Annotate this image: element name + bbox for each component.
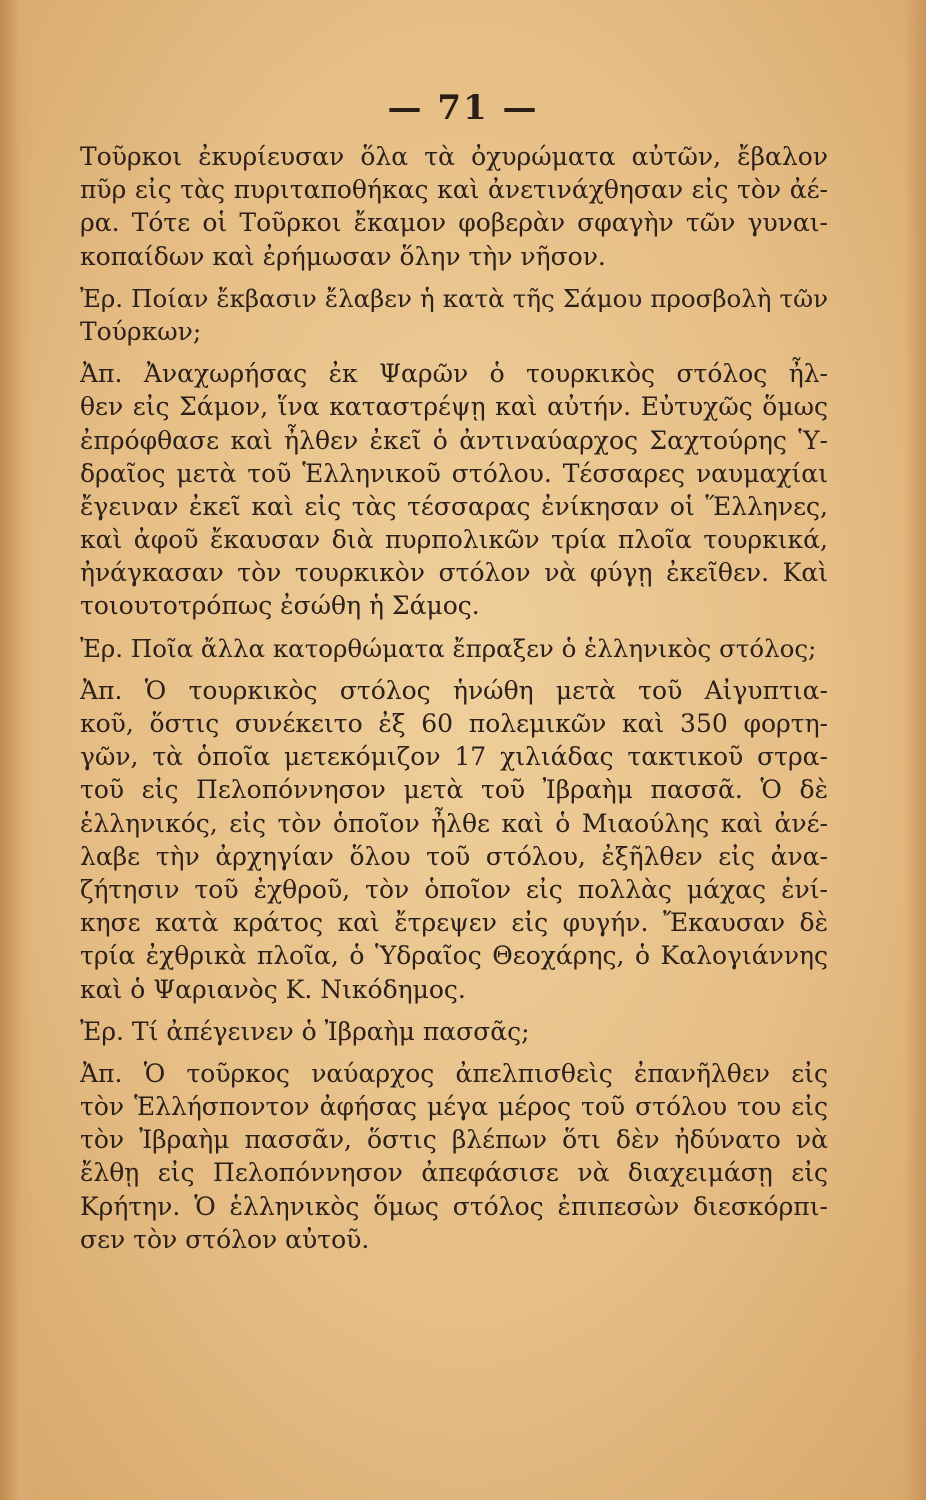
paragraph	[80, 674, 828, 1006]
paragraph	[80, 632, 828, 665]
text-line: καὶ ὁ Ψαριανὸς Κ. Νικόδημος.	[80, 974, 466, 1004]
paragraph-gap	[80, 665, 828, 674]
text-line: κοπαίδων καὶ ἐρήμωσαν ὅλην τὴν νῆσον.	[80, 241, 606, 271]
text-line: Κρήτην. Ὁ ἑλληνικὸς ὅμως στόλος ἐπιπεσὼν διεσκόρπι-	[80, 1191, 828, 1221]
text-line: γῶν, τὰ ὁποῖα μετεκόμιζον 17 χιλιάδας τακτικοῦ στρα-	[80, 742, 828, 772]
text-line: ζήτησιν τοῦ ἐχθροῦ, τὸν ὁποῖον εἰς πολλὰς μάχας ἐνί-	[80, 874, 828, 904]
text-line: τοῦ εἰς Πελοπόννησον μετὰ τοῦ Ἰβραὴμ πασσᾶ. Ὁ δὲ	[80, 775, 828, 805]
text-line: τὸν Ἰβραὴμ πασσᾶν, ὅστις βλέπων ὅτι δὲν ἠδύνατο νὰ	[80, 1125, 828, 1155]
text-line: δραῖος μετὰ τοῦ Ἑλληνικοῦ στόλου. Τέσσαρες ναυμαχίαι	[80, 458, 828, 488]
paragraph	[80, 282, 828, 348]
text-line: τὸν Ἑλλήσποντον ἀφήσας μέγα μέρος τοῦ στόλου του εἰς	[80, 1092, 828, 1122]
paragraph	[80, 140, 828, 273]
paragraph	[80, 1015, 828, 1048]
text-line: Ἐρ. Ποῖα ἄλλα κατορθώματα ἔπραξεν ὁ ἑλληνικὸς στόλος;	[80, 633, 817, 663]
text-line: Τοῦρκοι ἐκυρίευσαν ὅλα τὰ ὀχυρώματα αὐτῶν, ἔβαλον	[80, 142, 828, 171]
paragraph-gap	[80, 273, 828, 282]
text-line: Ἐρ. Ποίαν ἔκβασιν ἔλαβεν ἡ κατὰ τῆς Σάμου προσβολὴ τῶν	[80, 283, 828, 313]
paragraph-gap	[80, 1006, 828, 1015]
text-line: ἔλθῃ εἰς Πελοπόννησον ἀπεφάσισε νὰ διαχειμάσῃ εἰς	[80, 1158, 828, 1188]
paragraph-gap	[80, 348, 828, 357]
text-line: θεν εἰς Σάμον, ἵνα καταστρέψῃ καὶ αὐτήν. Εὐτυχῶς ὅμως	[80, 392, 828, 422]
text-line: ἑλληνικός, εἰς τὸν ὁποῖον ἦλθε καὶ ὁ Μιαούλης καὶ ἀνέ-	[80, 808, 828, 838]
text-line: Τούρκων;	[80, 316, 202, 346]
text-line: Ἐρ. Τί ἀπέγεινεν ὁ Ἰβραὴμ πασσᾶς;	[80, 1016, 530, 1046]
text-line: ἔγειναν ἐκεῖ καὶ εἰς τὰς τέσσαρας ἐνίκησαν οἱ Ἕλληνες,	[80, 491, 828, 521]
text-line: σεν τὸν στόλον αὐτοῦ.	[80, 1224, 370, 1254]
text-line: πῦρ εἰς τὰς πυριταποθήκας καὶ ἀνετινάχθησαν εἰς τὸν ἀέ-	[80, 175, 828, 205]
text-line: τοιουτοτρόπως ἐσώθη ἡ Σάμος.	[80, 591, 480, 621]
text-line: Ἀπ. Ἀναχωρήσας ἐκ Ψαρῶν ὁ τουρκικὸς στόλος ἦλ-	[80, 359, 828, 389]
page-edge-shadow-right	[904, 0, 926, 1500]
text-line: τρία ἐχθρικὰ πλοῖα, ὁ Ὑδραῖος Θεοχάρης, ὁ Καλογιάννης	[80, 941, 828, 971]
text-line: κοῦ, ὅστις συνέκειτο ἐξ 60 πολεμικῶν καὶ 350 φορτη-	[80, 709, 828, 738]
paragraph-gap	[80, 623, 828, 632]
text-line: ἠνάγκασαν τὸν τουρκικὸν στόλον νὰ φύγῃ ἐκεῖθεν. Καὶ	[80, 558, 828, 588]
paragraph-gap	[80, 1048, 828, 1057]
text-line: ρα. Τότε οἱ Τοῦρκοι ἔκαμον φοβερὰν σφαγὴν τῶν γυναι-	[80, 208, 828, 238]
body-text	[80, 140, 828, 1256]
text-line: Ἀπ. Ὁ τουρκικὸς στόλος ἡνώθη μετὰ τοῦ Αἰγυπτια-	[80, 675, 828, 705]
page-number: — 71 —	[387, 88, 539, 128]
text-line: Ἀπ. Ὁ τοῦρκος ναύαρχος ἀπελπισθεὶς ἐπανῆλθεν εἰς	[80, 1058, 828, 1088]
paragraph	[80, 1057, 828, 1256]
text-line: κησε κατὰ κράτος καὶ ἔτρεψεν εἰς φυγήν. Ἔκαυσαν δὲ	[80, 908, 828, 938]
paragraph	[80, 357, 828, 623]
text-line: ἐπρόφθασε καὶ ἦλθεν ἐκεῖ ὁ ἀντιναύαρχος Σαχτούρης Ὑ-	[80, 425, 828, 455]
text-line: καὶ ἀφοῦ ἔκαυσαν διὰ πυρπολικῶν τρία πλοῖα τουρκικά,	[80, 525, 828, 555]
page-edge-shadow-left	[0, 0, 34, 1500]
text-line: λαβε τὴν ἀρχηγίαν ὅλου τοῦ στόλου, ἐξῆλθεν εἰς ἀνα-	[80, 841, 828, 871]
